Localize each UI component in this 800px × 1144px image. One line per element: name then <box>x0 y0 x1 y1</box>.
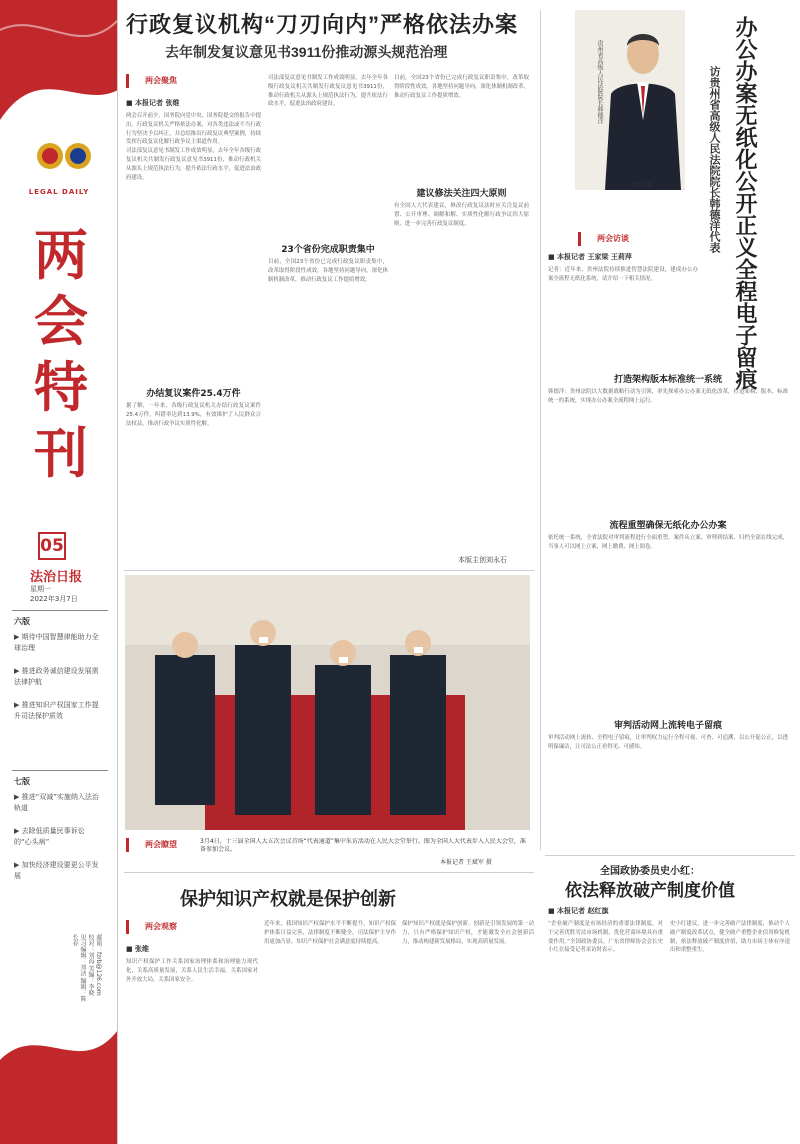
photo-caption: 3月4日，十三届全国人大五次会议首场“代表通道”集中采访活动在人民大会堂举行。图为全国人大代表步入人民大会堂，准备参加会议。 <box>200 838 526 853</box>
article1-subhead: 办结复议案件25.4万件 <box>146 389 241 399</box>
toc-item[interactable]: ▶ 推进知识产权国家工作提升司法保护质效 <box>14 701 99 720</box>
article2-subhead: 流程重塑确保无纸化办公办案 <box>609 521 727 531</box>
article2-title: 办公办案无纸化公开正义全程电子留痕 <box>733 16 758 390</box>
article1-col2: 司法部复议意见书制发工作成效明显，去年全年各级行政复议机关共制发行政复议意见书3911份，推动行政机关从源头上规范执法行为，提升依法行政水平，促进法治政府建设。 <box>268 75 388 108</box>
issue-date: 2022年3月7日 <box>30 595 78 603</box>
section-six-label: 六版 <box>14 617 30 626</box>
article1-title: 行政复议机构“刀刃向内”严格依法办案 <box>126 12 519 37</box>
article1-col2b: 目前，全国23个省份已完成行政复议职责集中，改革取得阶段性成效。各地坚持问题导向，深化体制机制改革，推动行政复议工作提质增效。 <box>268 259 388 283</box>
article1-col3: 目前，全国23个省份已完成行政复议职责集中，改革取得阶段性成效。各地坚持问题导向，深化体制机制改革，推动行政复议工作提质增效。 <box>394 75 529 99</box>
photo-credit: 本报记者 王斌军 摄 <box>440 859 492 866</box>
section-six-toc <box>14 632 102 734</box>
article1-subhead: 建议修法关注四大原则 <box>416 189 507 199</box>
emblem-icon <box>34 136 94 176</box>
article2-body2: 依托统一系统，全省法院对审判流程进行全面重塑，案件从立案、审理到结案、归档全部在线完成，当事人可以网上立案、网上缴费、网上阅卷。 <box>548 535 788 550</box>
portrait-credit: 杜晓 摄 <box>632 182 652 189</box>
article3-col2: 近年来，我国知识产权保护水平不断提升，知识产权保护体系日益完善，法律制度不断健全，司法保护主导作用更加凸显，知识产权保护社会满意度持续提高。 <box>264 921 396 945</box>
article1-subhead: 23个省份完成职责集中 <box>281 245 375 255</box>
toc-item[interactable]: ▶ 期待中国智慧律能助力全球治理 <box>14 633 99 652</box>
article1-col3b: 有全国人大代表建议，修改行政复议法时应关注复议前置、公开审理、调解和解、实质性化解行政争议四大原则，进一步完善行政复议制度。 <box>394 203 529 227</box>
article3-tag: 两会观察 <box>126 920 183 934</box>
red-ribbon-top <box>0 0 118 130</box>
toc-item[interactable]: ▶ 推进“双减”实施纳入法治轨道 <box>14 793 99 812</box>
article1-subtitle: 去年制发复议意见书3911份推动源头规范治理 <box>165 44 448 60</box>
news-photo <box>125 575 530 830</box>
paper-name: 法治日报 <box>30 570 83 585</box>
article4-col2: 史小红建议，进一步完善破产法律制度，推动个人破产制度改革试点，健全破产重整企业信用修复机制，依法释放破产制度价值，助力市场主体有序退出和重整重生。 <box>670 921 790 954</box>
toc-item[interactable]: ▶ 去除低质量民事诉讼的“心头病” <box>14 827 85 846</box>
toc-item[interactable]: ▶ 加快经济建设要更公平发展 <box>14 861 99 880</box>
article2-subtitle: 访贵州省高级人民法院院长韩德洋代表 <box>708 66 720 253</box>
article2-byline: ■ 本报记者 王家梁 王莉萍 <box>548 253 632 261</box>
photo-tag: 两会瞭望 <box>126 838 183 852</box>
editor-contact: 邮箱：fzrb@126.com 校对：刘海 美编：李晓 见习编辑：刘洁 编辑：陈长春 <box>71 934 102 1002</box>
section-divider <box>124 872 534 873</box>
article1-col1b: 据了解，一年来，各级行政复议机关办结行政复议案件25.4万件，纠错率达到13.9%，有效维护了人民群众合法权益，推动行政争议实质性化解。 <box>126 403 261 427</box>
legal-daily-en: LEGAL DAILY <box>28 188 90 196</box>
column-divider <box>540 10 541 850</box>
article3-col1: 知识产权保护工作关系国家治理体系和治理能力现代化，关系高质量发展，关系人民生活幸福，关系国家对外开放大局，关系国家安全。 <box>126 959 258 983</box>
sidebar <box>0 0 118 1144</box>
page-number: 05 <box>38 532 66 560</box>
red-ribbon-bottom <box>0 1000 118 1144</box>
section-divider <box>545 855 795 856</box>
article4-lead: 全国政协委员史小红： <box>600 866 700 877</box>
divider <box>12 610 108 611</box>
article3-title: 保护知识产权就是保护创新 <box>180 889 396 909</box>
continued-note: 本版主创刘永石 <box>458 556 507 564</box>
article4-title: 依法释放破产制度价值 <box>565 881 735 900</box>
section-seven-label: 七版 <box>14 777 30 786</box>
special-issue-title: 两会特刊 <box>34 223 88 485</box>
article3-col3: 保护知识产权就是保护创新。创新是引领发展的第一动力，只有严格保护知识产权，才能激发全社会创新活力，推动构建新发展格局，实现高质量发展。 <box>402 921 534 945</box>
weekday: 星期一 <box>30 585 51 593</box>
article2-body3: 审判活动网上流转、全程电子留痕，让审判权力运行全程可视、可查、可追溯，以公开促公正，以透明保廉洁，让司法公正看得见、可感知。 <box>548 735 788 750</box>
article2-subhead: 打造架构版本标准统一系统 <box>613 375 722 385</box>
article4-col1: “企业破产制度是市场经济的重要法律制度，对于完善优胜劣汰市场机制、优化营商环境具有重要作用。”全国政协委员、广东省律师协会会长史小红在接受记者采访时表示。 <box>548 921 663 954</box>
article1-byline: ■ 本报记者 张维 <box>126 99 180 107</box>
article1-col1: 两会召开前夕，国务院向党中央、国务院提交的报告中提出，行政复议机关严格依法办案，对各类违法或不当行政行为坚决予以纠正，并总结推出行政复议典型案例，持续发挥行政复议化解行政争议主渠道作用。 司法部复议意见书制发工作成效明显，去年全年各级行政复议机关共制发行政复议意见书3911份，推动行政机关从源头上规范执法行为，提升依法行政水平，促进法治政府建设。 <box>126 113 261 181</box>
toc-item[interactable]: ▶ 推进政务诚信建设发展需法律护航 <box>14 667 99 686</box>
section-seven-toc <box>14 792 102 894</box>
delegates-photo-icon <box>125 575 530 830</box>
article2-tag: 两会访谈 <box>578 232 635 246</box>
article1-tag: 两会聚焦 <box>126 74 183 88</box>
article2-intro: 记者：近年来，贵州法院持续推进智慧法院建设，建成办公办案全流程无纸化系统，请介绍一下相关情况。 <box>548 267 698 282</box>
article4-byline: ■ 本报记者 赵红旗 <box>548 907 609 915</box>
article2-body1: 韩德洋：贵州法院以大数据战略行动为引领，率先探索办公办案无纸化改革，打造架构、版本、标准统一的系统，实现办公办案全流程网上运行。 <box>548 389 788 404</box>
section-divider <box>124 570 534 571</box>
article2-subhead: 审判活动网上流转电子留痕 <box>613 721 722 731</box>
article3-byline: ■ 张维 <box>126 945 150 953</box>
divider <box>12 770 108 771</box>
portrait-caption: 贵州省高级人民法院院长韩德洋 <box>596 40 603 124</box>
